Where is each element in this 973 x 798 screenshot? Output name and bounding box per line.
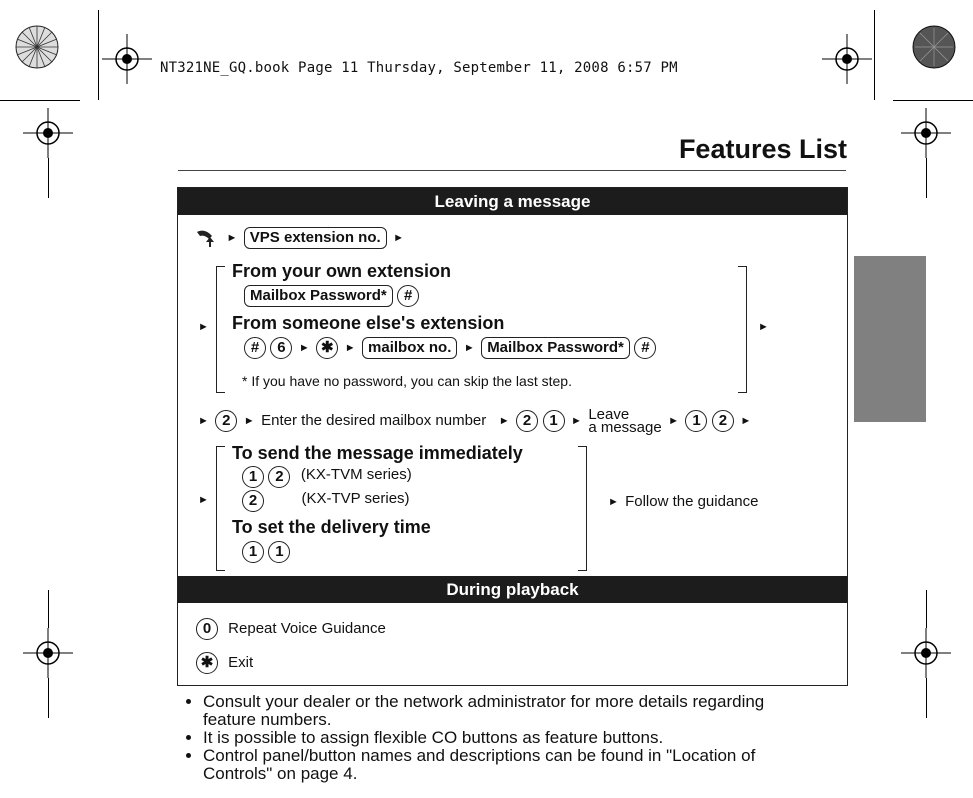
- star-key: ✱: [196, 652, 218, 674]
- follow-guidance: ► Follow the guidance: [608, 493, 759, 510]
- digit-2-key: 2: [215, 410, 237, 432]
- bracket-left: [216, 446, 225, 571]
- digit-1-key: 1: [685, 410, 707, 432]
- arrow-icon: ►: [198, 321, 209, 333]
- digit-1-key: 1: [543, 410, 565, 432]
- arrow-icon: ►: [393, 231, 405, 244]
- section-heading-playback: During playback: [178, 576, 847, 603]
- feature-box: [177, 187, 848, 686]
- arrow-icon: ►: [668, 415, 680, 427]
- tvp-steps: [242, 490, 410, 512]
- bracket-left: [216, 266, 225, 393]
- leave-message-label: Leave a message: [588, 406, 662, 436]
- repeat-guidance-row: 0 Repeat Voice Guidance: [196, 618, 386, 640]
- mailbox-password-key: Mailbox Password*: [481, 337, 630, 359]
- registration-wheel-icon: [14, 24, 60, 70]
- crosshair-icon: [901, 628, 951, 678]
- notes: [178, 693, 818, 783]
- tvp-series-label: (KX-TVP series): [301, 490, 410, 507]
- else-extension-steps: [244, 337, 656, 359]
- arrow-icon: ►: [243, 415, 255, 427]
- bracket-right: [738, 266, 747, 393]
- send-immediately-heading: To send the message immediately: [232, 443, 523, 463]
- crosshair-icon: [23, 628, 73, 678]
- note-item: • It is possible to assign flexible CO buttons as feature buttons.: [203, 729, 818, 747]
- digit-6-key: 6: [270, 337, 292, 359]
- step-row-record: [196, 408, 753, 434]
- arrow-icon: ►: [298, 342, 310, 354]
- hash-key: #: [397, 285, 419, 307]
- note-item: • Consult your dealer or the network administrator for more details regarding feature numbers.: [203, 693, 818, 729]
- star-key: ✱: [316, 337, 338, 359]
- delivery-time-heading: To set the delivery time: [232, 517, 431, 537]
- step-row-vps: [194, 227, 406, 249]
- arrow-icon: ►: [740, 415, 752, 427]
- crosshair-icon: [822, 34, 872, 84]
- digit-2-key: 2: [516, 410, 538, 432]
- digit-1-key: 1: [242, 541, 264, 563]
- section-heading-leaving: Leaving a message: [178, 188, 847, 215]
- page-title: Features List: [678, 134, 847, 164]
- print-header: NT321NE_GQ.book Page 11 Thursday, September 11, 2008 6:57 PM: [160, 60, 678, 76]
- vps-extension-key: VPS extension no.: [244, 227, 387, 249]
- mailbox-password-key: Mailbox Password*: [244, 285, 393, 307]
- digit-1-key: 1: [242, 466, 264, 488]
- hash-key: #: [244, 337, 266, 359]
- arrow-icon: ►: [198, 494, 209, 506]
- arrow-icon: ►: [463, 342, 475, 354]
- arrow-icon: ►: [758, 321, 769, 333]
- digit-0-key: 0: [196, 618, 218, 640]
- digit-1-key: 1: [268, 541, 290, 563]
- enter-mailbox-text: Enter the desired mailbox number: [261, 412, 487, 430]
- registration-wheel-icon: [911, 24, 957, 70]
- tvm-series-label: (KX-TVM series): [300, 466, 412, 483]
- crosshair-icon: [102, 34, 152, 84]
- own-extension-steps: [244, 285, 419, 307]
- arrow-icon: ►: [498, 415, 510, 427]
- arrow-icon: ►: [198, 415, 209, 427]
- crosshair-icon: [901, 108, 951, 158]
- title-rule: [178, 170, 846, 171]
- own-extension-heading: From your own extension: [232, 261, 452, 281]
- arrow-icon: ►: [608, 496, 619, 509]
- mailbox-no-key: mailbox no.: [362, 337, 457, 359]
- else-extension-heading: From someone else's extension: [232, 313, 505, 333]
- tvm-steps: [242, 466, 412, 488]
- crosshair-icon: [23, 108, 73, 158]
- password-footnote: * If you have no password, you can skip the last step.: [242, 373, 572, 389]
- delivery-steps: [242, 541, 290, 563]
- note-item: • Control panel/button names and descriptions can be found in "Location of Controls" on page 4.: [203, 747, 818, 783]
- arrow-icon: ►: [570, 415, 582, 427]
- digit-2-key: 2: [268, 466, 290, 488]
- section-tab: [854, 256, 926, 422]
- hash-key: #: [634, 337, 656, 359]
- arrow-icon: ►: [226, 231, 238, 244]
- arrow-icon: ►: [344, 342, 356, 354]
- digit-2-key: 2: [712, 410, 734, 432]
- exit-row: ✱ Exit: [196, 652, 253, 674]
- bracket-right: [578, 446, 587, 571]
- handset-offhook-icon: [194, 228, 220, 248]
- digit-2-key: 2: [242, 490, 264, 512]
